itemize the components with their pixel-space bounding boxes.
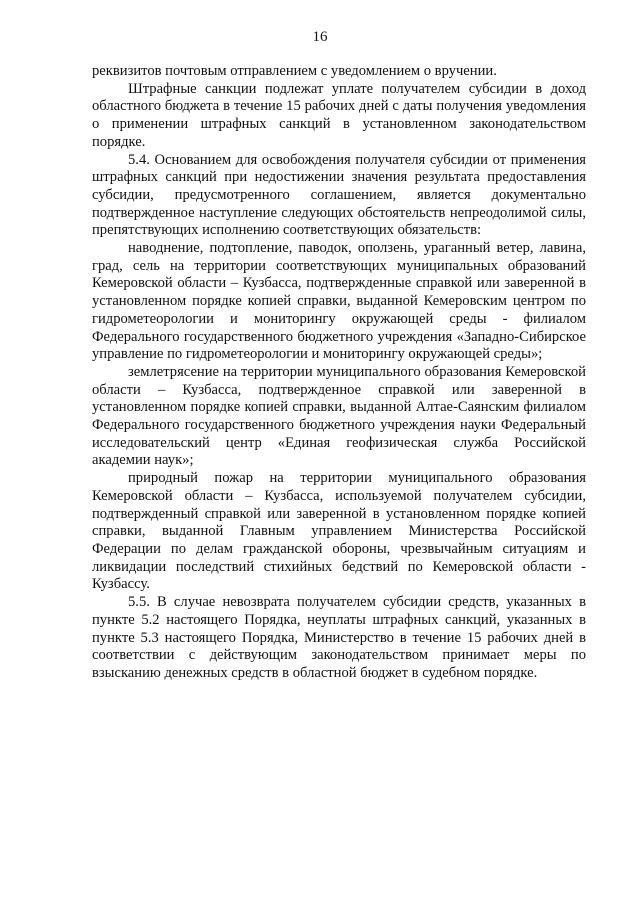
- document-body: [92, 63, 586, 683]
- paragraph-5-5: 5.5. В случае невозврата получателем субсидии средств, указанных в пункте 5.2 настоящего Порядка, неуплаты штрафных санкций, указанных в пункте 5.3 настоящего Порядка, Министерство в течение 15 рабочих дней в соответствии с действующим законодательством принимает меры по взысканию денежных средств в областной бюджет в судебном порядке.: [92, 594, 586, 681]
- page-number: 16: [312, 29, 328, 45]
- paragraph-wildfire: природный пожар на территории муниципального образования Кемеровской области – Кузбасса, используемой получателем субсидии, подтвержденный справкой или заверенной в установленном порядке копией справки, выданной Главным управлением Министерства Российской Федерации по делам гражданской обороны, чрезвычайным ситуациям и ликвидации последствий стихийных бедствий по Кемеровской области - Кузбассу.: [92, 470, 586, 593]
- paragraph-continuation: реквизитов почтовым отправлением с уведомлением о вручении.: [92, 63, 497, 79]
- paragraph-penalties: Штрафные санкции подлежат уплате получателем субсидии в доход областного бюджета в течение 15 рабочих дней с даты получения уведомления о применении штрафных санкций в установленном законодательством порядке.: [92, 80, 586, 150]
- paragraph-flood: наводнение, подтопление, паводок, оползень, ураганный ветер, лавина, град, сель на территории соответствующих муниципальных образований Кемеровской области – Кузбасса, подтвержденные справкой или заверенной в установленном порядке копией справки, выданной Кемеровским центром по гидрометеорологии и мониторингу окружающей среды - филиалом Федерального государственного бюджетного учреждения «Западно-Сибирское управление по гидрометеорологии и мониторингу окружающей среды»;: [92, 240, 586, 363]
- paragraph-earthquake: землетрясение на территории муниципального образования Кемеровской области – Кузбасса, подтвержденное справкой или заверенной в установленном порядке копией справки, выданной Алтае-Саянским филиалом Федерального государственного бюджетного учреждения науки Федеральный исследовательский центр «Единая геофизическая служба Российской академии наук»;: [92, 363, 586, 469]
- paragraph-5-4: 5.4. Основанием для освобождения получателя субсидии от применения штрафных санкций при недостижении значения результата предоставления субсидии, предусмотренного соглашением, является документально подтвержденное наступление следующих обстоятельств непреодолимой силы, препятствующих исполнению соответствующих обязательств:: [92, 151, 586, 239]
